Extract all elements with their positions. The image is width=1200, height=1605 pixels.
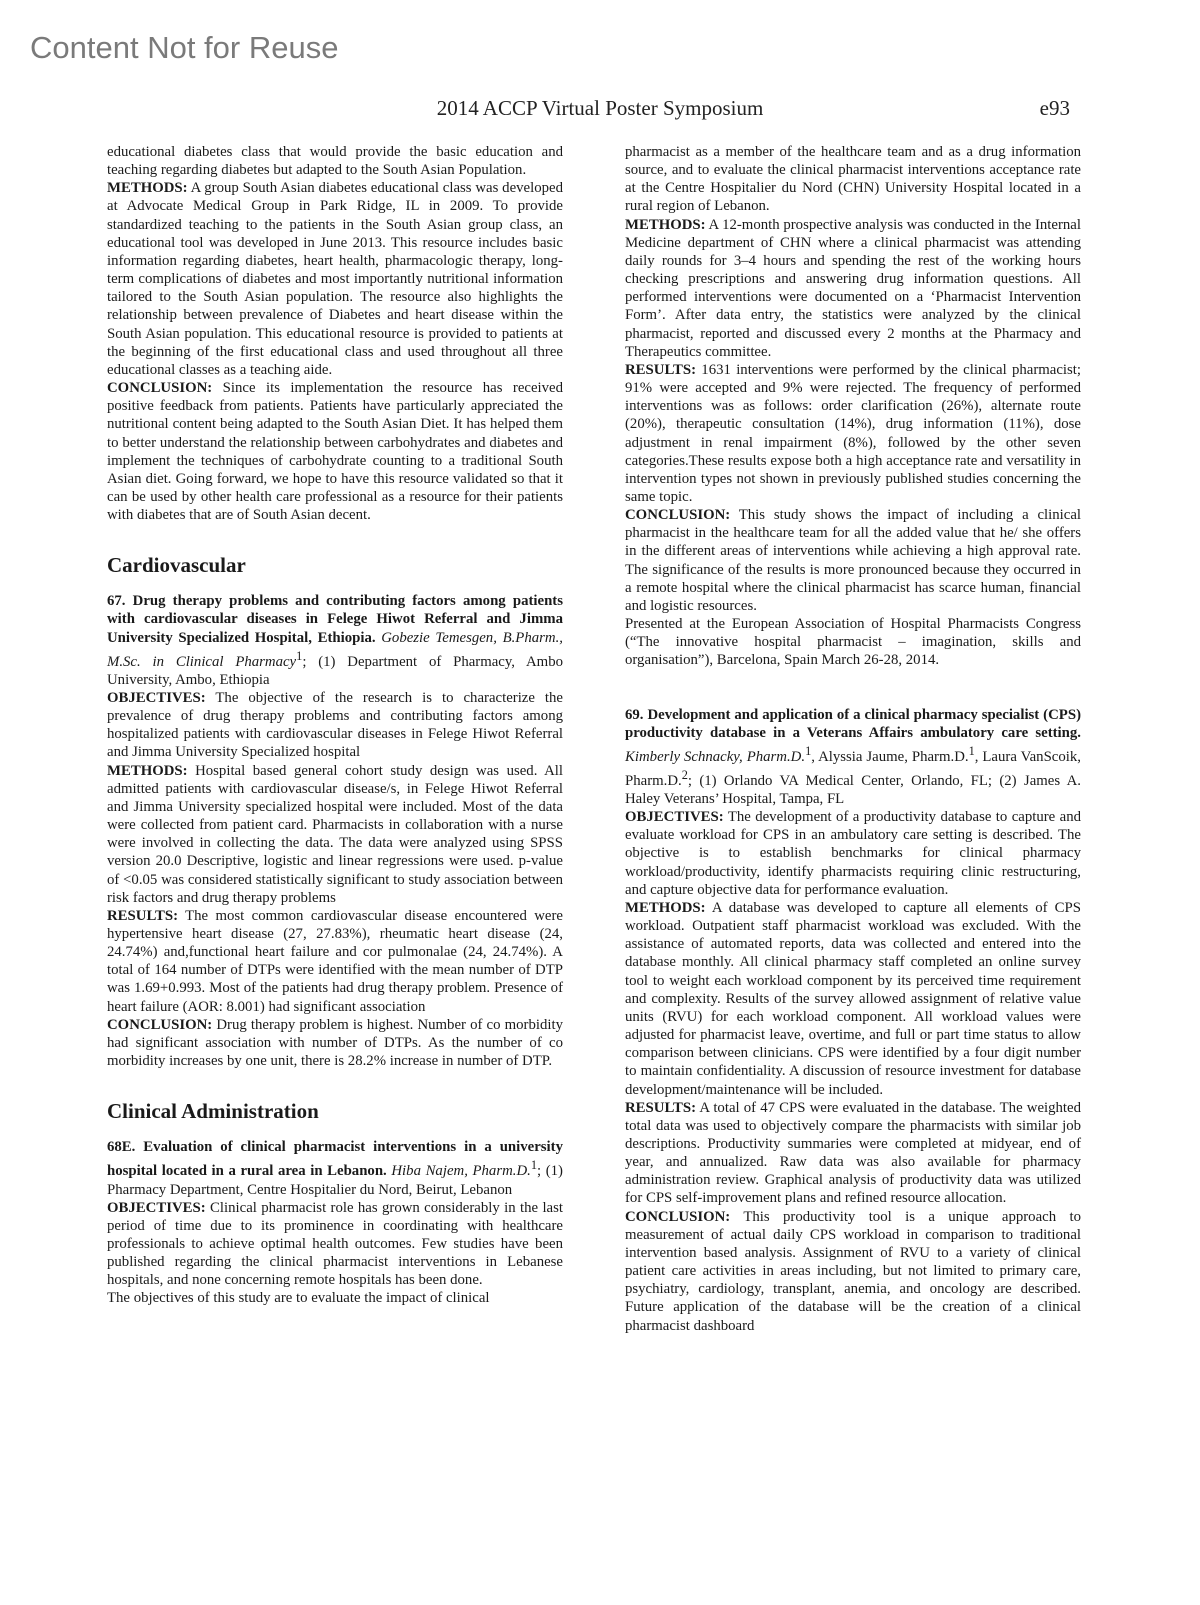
- abstract-68-continuation: pharmacist as a member of the healthcare team and as a drug information source, and to evaluate the clinical pharmacist interventions acceptance rate at the Centre Hospitalier du Nord (CHN) University Hospital located in a rural region of Lebanon.: [625, 144, 1081, 215]
- methods-text: A 12-month prospective analysis was conducted in the Internal Medicine department of CHN where a clinical pharmacist was attending daily rounds for 3–4 hours and spending the rest of the working hours checking prescriptions and answering drug information questions. All performed interventions were documented on a ‘Pharmacist Intervention Form’. After data entry, the statistics were analyzed by the clinical pharmacist, reported and discussed every 2 months at the Pharmacy and Therapeutics committee.: [625, 216, 1081, 360]
- abstract-68-header: [107, 1138, 563, 1198]
- abstract-69-conclusion: [625, 1208, 1081, 1335]
- section-heading-cardiovascular: Cardiovascular: [107, 553, 246, 578]
- methods-label: METHODS:: [107, 180, 188, 197]
- abstract-69-affiliation: ; (1) Orlando VA Medical Center, Orlando, FL; (2) James A. Haley Veterans’ Hospital, Tampa, FL: [625, 772, 1081, 807]
- conclusion-text: This study shows the impact of including a clinical pharmacist in the healthcare team for all the added value that he/ she offers in the different areas of interventions while achieving a high approval rate. The significance of the results is more pronounced because they occurred in a remote hospital where the clinical pharmacist has scarce human, financial and logistic resources.: [625, 507, 1081, 614]
- conclusion-label: CONCLUSION:: [625, 1208, 731, 1225]
- abstract-68-authors: Hiba Najem, Pharm.D.: [391, 1163, 531, 1180]
- abstract-68-methods: [625, 216, 1081, 361]
- conclusion-text: This productivity tool is a unique approach to measurement of actual daily CPS workload in comparison to traditional intervention based analysis. Assignment of RVU to a variety of clinical patient care activities in areas including, but not limited to primary care, psychiatry, cardiology, transplant, anemia, and oncology are described. Future application of the database will be the creation of a clinical pharmacist dashboard: [625, 1208, 1081, 1334]
- abstract-67-methods: [107, 762, 563, 907]
- objectives-label: OBJECTIVES:: [107, 1199, 206, 1216]
- results-label: RESULTS:: [107, 907, 179, 924]
- results-label: RESULTS:: [625, 1099, 697, 1116]
- affiliation-sup: 2: [681, 767, 688, 782]
- watermark: Content Not for Reuse: [30, 30, 339, 65]
- affiliation-sup: 1: [805, 743, 812, 758]
- methods-label: METHODS:: [107, 762, 188, 779]
- affiliation-sup: 1: [530, 1158, 538, 1173]
- objectives-text: The development of a productivity database to capture and evaluate workload for CPS in an ambulatory care setting is described. The objective is to establish benchmarks for clinical pharmacy workload/productivity, identify pharmacists requiring clinic restructuring, and capture objective data for performance evaluation.: [625, 809, 1081, 898]
- abstract-69-methods: [625, 899, 1081, 1099]
- objectives-label: OBJECTIVES:: [107, 689, 206, 706]
- spacer: [625, 670, 1081, 706]
- methods-text: A database was developed to capture all elements of CPS workload. Outpatient staff pharmacist workload was excluded. With the assistance of automated reports, data was collected and entered into the database monthly. All clinical pharmacy staff completed an online survey tool to weight each workload component by its perceived time requirement and complexity. Results of the survey allowed assignment of relative value units (RVU) for each workload component. All workload values were adjusted for pharmacist leave, overtime, and full or part time status to allow comparison between clinicians. CPS were identified by a four digit number to maintain confidentiality. A discussion of resource investment for database development/maintenance will be included.: [625, 899, 1081, 1098]
- methods-label: METHODS:: [625, 216, 706, 233]
- abstract-69-header: [625, 706, 1081, 809]
- results-label: RESULTS:: [625, 361, 697, 378]
- results-text: A total of 47 CPS were evaluated in the database. The weighted total data was used to objectively compare the pharmacists with similar job descriptions. Productivity summaries were completed at midyear, end of year, and annualized. Raw data was also available for pharmacy administration review. Graphical analysis of productivity data was utilized for CPS self-improvement plans and refined resource allocation.: [625, 1099, 1081, 1207]
- abstract-69-author-3: , Laura VanScoik, Pharm.D.: [625, 748, 1081, 789]
- affiliation-sup: 1: [968, 743, 975, 758]
- abstract-69-author-2: , Alyssia Jaume, Pharm.D.: [811, 748, 969, 765]
- running-title: 2014 ACCP Virtual Poster Symposium: [436, 96, 764, 120]
- left-column: [107, 143, 563, 1308]
- conclusion-label: CONCLUSION:: [107, 380, 213, 397]
- page-number: e93: [1039, 96, 1070, 120]
- abstract-68-presented: Presented at the European Association of Hospital Pharmacists Congress (“The innovative hospital pharmacist – imagination, skills and organisation”), Barcelona, Spain March 26-28, 2014.: [625, 616, 1081, 669]
- abstract-67-affiliation: ; (1) Department of Pharmacy, Ambo University, Ambo, Ethiopia: [107, 653, 563, 688]
- abstract-69-title: 69. Development and application of a clinical pharmacy specialist (CPS) productivity database in a Veterans Affairs ambulatory care setting.: [625, 706, 1081, 741]
- affiliation-sup: 1: [296, 648, 303, 663]
- continuation-conclusion: [107, 379, 563, 524]
- abstract-68-conclusion: [625, 506, 1081, 615]
- abstract-67-header: [107, 592, 563, 689]
- abstract-67-results: [107, 907, 563, 1016]
- abstract-68-objectives: [107, 1199, 563, 1290]
- abstract-67-objectives: [107, 689, 563, 762]
- results-text: The most common cardiovascular disease encountered were hypertensive heart disease (27, 27.83%), rheumatic heart disease (24, 24.74%) and,functional heart failure and cor pulmonalae (24, 24.74%). A total of 164 number of DTPs were identified with the mean number of DTP was 1.69+0.993. Most of the patients had drug therapy problem. Presence of heart failure (AOR: 8.001) had significant association: [107, 907, 563, 1015]
- abstract-68-affiliation: ; (1) Pharmacy Department, Centre Hospitalier du Nord, Beirut, Lebanon: [107, 1163, 563, 1198]
- results-text: 1631 interventions were performed by the clinical pharmacist; 91% were accepted and 9% were rejected. The frequency of performed interventions was as follows: order clarification (26%), alternate route (20%), therapeutic consultation (14%), drug information (11%), dose adjustment in renal impairment (8%), followed by the other seven categories.These results expose both a high acceptance rate and versatility in intervention types not shown in previously published studies concerning the same topic.: [625, 361, 1081, 505]
- methods-label: METHODS:: [625, 899, 706, 916]
- abstract-67-title: 67. Drug therapy problems and contributing factors among patients with cardiovascular diseases in Felege Hiwot Referral and Jimma University Specialized Hospital, Ethiopia.: [107, 593, 563, 646]
- abstract-69-author-1: Kimberly Schnacky, Pharm.D.: [625, 748, 806, 765]
- abstract-68-title: 68E. Evaluation of clinical pharmacist interventions in a university hospital located in a rural area in Lebanon.: [107, 1139, 563, 1180]
- continuation-methods: [107, 179, 563, 379]
- right-column: [625, 143, 1081, 1335]
- objectives-label: OBJECTIVES:: [625, 809, 724, 826]
- objectives-text: Clinical pharmacist role has grown considerably in the last period of time due to its prominence in coordinating with healthcare professionals to achieve optimal health outcomes. Few studies have been published regarding the clinical pharmacist interventions in Lebanese hospitals, and none concerning remote hospitals has been done.: [107, 1199, 563, 1289]
- conclusion-label: CONCLUSION:: [107, 1016, 213, 1033]
- methods-text: A group South Asian diabetes educational class was developed at Advocate Medical Group in Park Ridge, IL in 2009. To provide standardized teaching to the patients in the South Asian group class, an educational tool was developed in June 2013. This resource includes basic information regarding diabetes, heart health, pharmacologic therapy, long-term complications of diabetes and most importantly nutritional information tailored to the South Asian population. The resource also highlights the relationship between prevalence of Diabetes and heart disease within the South Asian population. This educational resource is provided to patients at the beginning of the first educational class and used throughout all three educational classes as a teaching aide.: [107, 180, 563, 378]
- conclusion-text: Drug therapy problem is highest. Number of co morbidity had significant association with number of DTPs. As the number of co morbidity increases by one unit, there is 28.2% increase in number of DTP.: [107, 1016, 563, 1070]
- conclusion-label: CONCLUSION:: [625, 507, 731, 524]
- abstract-67-conclusion: [107, 1016, 563, 1070]
- objectives-text: The objective of the research is to characterize the prevalence of drug therapy problems and contributing factors among hospitalized patients with cardiovascular diseases in Felege Hiwot Referral and Jimma University Specialized hospital: [107, 689, 563, 761]
- abstract-69-results: [625, 1099, 1081, 1208]
- abstract-69-objectives: [625, 808, 1081, 899]
- section-heading-clinical-administration: Clinical Administration: [107, 1099, 319, 1124]
- abstract-68-results: [625, 361, 1081, 506]
- conclusion-text: Since its implementation the resource has received positive feedback from patients. Patients have particularly appreciated the nutritional content being adapted to the South Asian Diet. It has helped them to better understand the relationship between carbohydrates and diabetes and implement the techniques of carbohydrate counting to a traditional South Asian diet. Going forward, we hope to have this resource validated so that it can be used by other health care professional as a resource for their patients with diabetes that are of South Asian decent.: [107, 380, 563, 524]
- continuation-intro: educational diabetes class that would provide the basic education and teaching regarding diabetes but adapted to the South Asian Population.: [107, 144, 563, 179]
- abstract-68-objectives-continued: The objectives of this study are to evaluate the impact of clinical: [107, 1290, 490, 1307]
- abstract-67-authors: Gobezie Temesgen, B.Pharm., M.Sc. in Clinical Pharmacy: [107, 629, 563, 670]
- methods-text: Hospital based general cohort study design was used. All admitted patients with cardiovascular disease/s, in Felege Hiwot Referral and Jimma University specialized hospital were included. Most of the data were collected from patient card. Pharmacists in collaboration with a nurse were involved in collecting the data. The data were analyzed using SPSS version 20.0 Descriptive, logistic and linear regressions were used. p-value of <0.05 was considered statistically significant to study association between risk factors and drug therapy problems: [107, 762, 563, 906]
